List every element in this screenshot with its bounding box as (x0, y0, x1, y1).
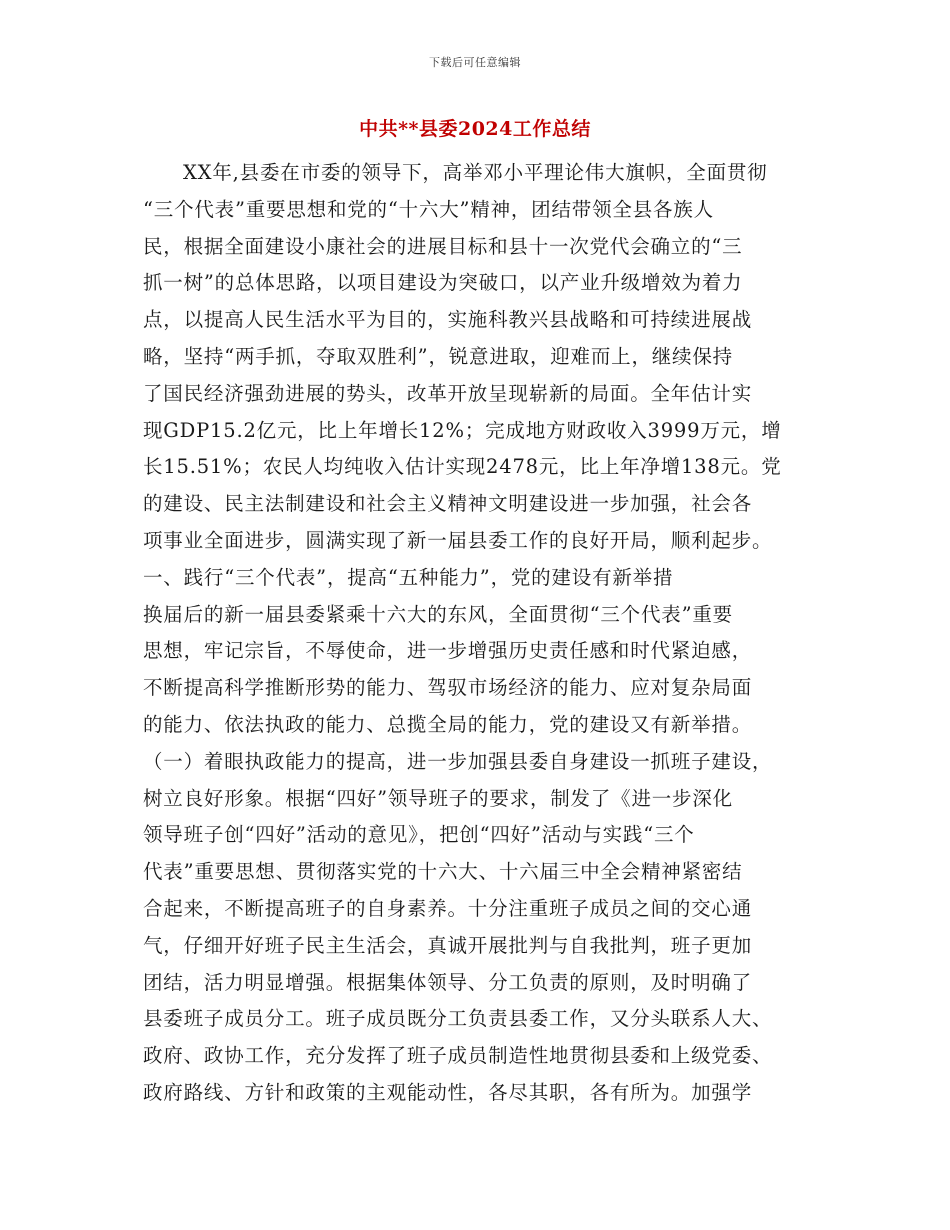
page-header-note: 下载后可任意编辑 (429, 56, 521, 69)
body-line-26: 政府路线、方针和政策的主观能动性，各尽其职，各有所为。加强学 (143, 1080, 753, 1104)
body-line-8: 现GDP15.2亿元，比上年增长12%；完成地方财政收入3999万元，增 (143, 418, 782, 442)
body-line-2: “三个代表”重要思想和党的“十六大”精神，团结带领全县各族人 (143, 197, 714, 221)
body-line-4: 抓一树”的总体思路，以项目建设为突破口，以产业升级增效为着力 (143, 271, 743, 295)
body-line-11: 项事业全面进步，圆满实现了新一届县委工作的良好开局，顺利起步。 (143, 528, 773, 552)
body-line-21: 合起来，不断提高班子的自身素养。十分注重班子成员之间的交心通 (143, 896, 753, 920)
body-line-19: 领导班子创“四好”活动的意见》，把创“四好”活动与实践“三个 (143, 823, 695, 847)
body-line-25: 政府、政协工作，充分发挥了班子成员制造性地贯彻县委和上级党委、 (143, 1044, 773, 1068)
body-line-15: 不断提高科学推断形势的能力、驾驭市场经济的能力、应对复杂局面 (143, 676, 753, 700)
body-line-9: 长15.51%；农民人均纯收入估计实现2478元，比上年净增138元。党 (143, 455, 782, 479)
body-line-16: 的能力、依法执政的能力、总揽全局的能力，党的建设又有新举措。 (143, 712, 753, 736)
body-line-3: 民，根据全面建设小康社会的进展目标和县十一次党代会确立的“三 (143, 234, 743, 258)
document-title: 中共**县委2024工作总结 (359, 118, 591, 140)
body-line-14: 思想，牢记宗旨，不辱使命，进一步增强历史责任感和时代紧迫感， (143, 639, 753, 663)
body-line-18: 树立良好形象。根据“四好”领导班子的要求，制发了《进一步深化 (143, 786, 733, 810)
body-line-1: XX年,县委在市委的领导下，高举邓小平理论伟大旗帜，全面贯彻 (183, 161, 768, 184)
body-line-22: 气，仔细开好班子民主生活会，真诚开展批判与自我批判，班子更加 (143, 933, 753, 957)
body-line-24: 县委班子成员分工。班子成员既分工负责县委工作，又分头联系人大、 (143, 1007, 773, 1031)
document-body (143, 155, 813, 1112)
body-line-7: 了国民经济强劲进展的势头，改革开放呈现崭新的局面。全年估计实 (143, 381, 753, 405)
section-heading-1: 一、践行“三个代表”，提高“五种能力”，党的建设有新举措 (143, 565, 674, 589)
body-line-23: 团结，活力明显增强。根据集体领导、分工负责的原则，及时明确了 (143, 970, 753, 994)
subsection-line-1: （一）着眼执政能力的提高，进一步加强县委自身建设一抓班子建设， (143, 749, 773, 773)
body-line-6: 略，坚持“两手抓，夺取双胜利”，锐意进取，迎难而上，继续保持 (143, 344, 733, 368)
body-line-5: 点，以提高人民生活水平为目的，实施科教兴县战略和可持续进展战 (143, 308, 753, 332)
body-line-10: 的建设、民主法制建设和社会主义精神文明建设进一步加强，社会各 (143, 492, 753, 516)
body-line-20: 代表”重要思想、贯彻落实党的十六大、十六届三中全会精神紧密结 (143, 860, 743, 884)
body-line-13: 换届后的新一届县委紧乘十六大的东风，全面贯彻“三个代表”重要 (143, 602, 733, 626)
